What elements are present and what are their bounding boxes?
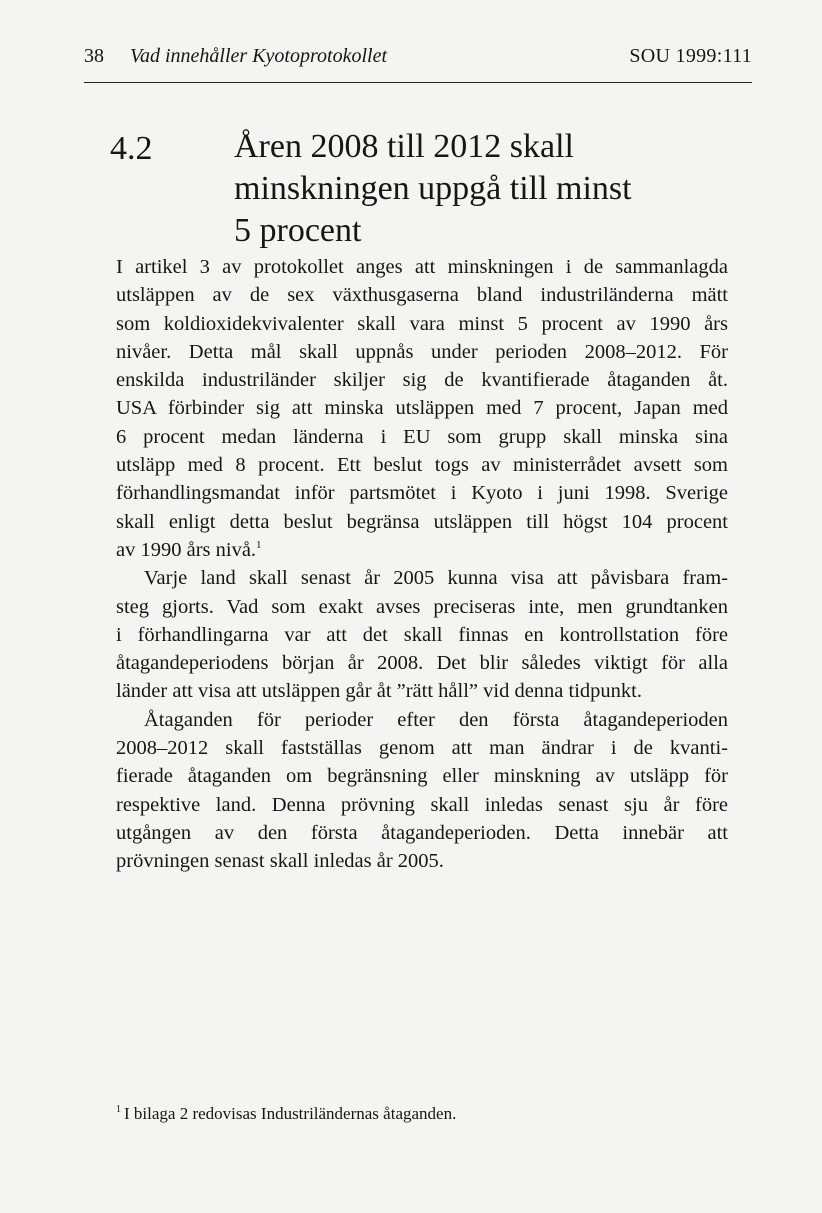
running-title: Vad innehåller Kyotoprotokollet [130,45,388,67]
text-line: nivåer. Detta mål skall uppnås under perioden 2008–2012. För [116,340,728,363]
text-line: enskilda industriländer skiljer sig de kvantifierade åtaganden åt. [116,369,728,392]
text-line: respektive land. Denna prövning skall inledas senast sju år före [116,793,728,816]
body-text [116,253,728,876]
paragraph [116,253,728,564]
section-title-line: Åren 2008 till 2012 skall [234,128,574,165]
text-line: länder att visa att utsläppen går åt ”rätt håll” vid denna tidpunkt. [116,680,642,703]
text-line: steg gjorts. Vad som exakt avses preciseras inte, men grundtanken [116,595,728,618]
running-header [84,40,752,72]
text-line: utsläppen av de sex växthusgaserna bland industriländerna mätt [116,284,728,307]
text-line: åtagandeperiodens början år 2008. Det blir således viktigt för alla [116,652,728,675]
section-number: 4.2 [110,130,153,167]
text-line: utsläpp med 8 procent. Ett beslut togs av ministerrådet avsett som [116,454,728,477]
section-title [234,126,734,252]
footnote-reference: 1 [256,538,262,551]
text-line: skall enligt detta beslut begränsa utsläppen till högst 104 procent [116,510,728,533]
paragraph [116,706,728,876]
text-line [116,536,728,564]
text-line: Varje land skall senast år 2005 kunna visa att påvisbara fram- [144,567,728,590]
text-line: 6 procent medan länderna i EU som grupp skall minska sina [116,425,728,448]
text-line: utgången av den första åtagandeperioden. Detta innebär att [116,821,728,844]
header-rule [84,82,752,83]
page-number: 38 [84,45,104,67]
text-line: Åtaganden för perioder efter den första åtagandeperioden [144,708,728,731]
text-line: förhandlingsmandat inför partsmötet i Kyoto i juni 1998. Sverige [116,482,728,505]
text-line: USA förbinder sig att minska utsläppen med 7 procent, Japan med [116,397,728,420]
text-line: I artikel 3 av protokollet anges att minskningen i de sammanlagda [116,256,728,278]
section-title-line: minskningen uppgå till minst [234,170,632,207]
text-line-content: av 1990 års nivå. [116,538,257,561]
text-line: 2008–2012 skall fastställas genom att man ändrar i de kvanti- [116,737,728,760]
series-number: SOU 1999:111 [629,45,752,67]
footnote-text: I bilaga 2 redovisas Industriländernas åtaganden. [124,1104,457,1123]
text-line: som koldioxidekvivalenter skall vara minst 5 procent av 1990 års [116,312,728,335]
section-title-line: 5 procent [234,212,362,249]
footnote-mark: 1 [116,1104,121,1115]
text-line: fierade åtaganden om begränsning eller minskning av utsläpp för [116,765,728,788]
paragraph [116,564,728,705]
text-line: i förhandlingarna var att det skall finnas en kontrollstation före [116,623,728,646]
text-line: prövningen senast skall inledas år 2005. [116,850,444,873]
footnote [116,1102,728,1126]
